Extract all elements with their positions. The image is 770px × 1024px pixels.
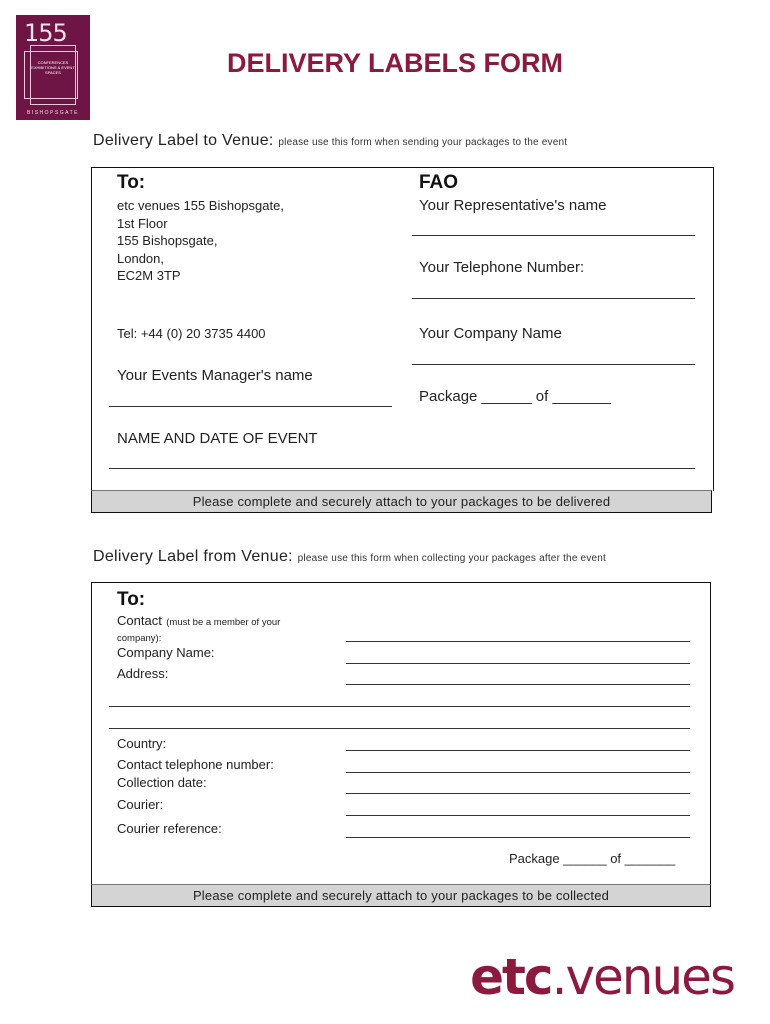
to-heading: To: — [117, 172, 146, 193]
section-to-venue-title: Delivery Label to Venue: — [93, 132, 274, 149]
label-from-venue-footer: Please complete and securely attach to your packages to be collected — [91, 884, 711, 907]
address-line: etc venues 155 Bishopsgate, — [117, 198, 284, 213]
address-line — [117, 215, 367, 233]
address-field-1[interactable] — [346, 684, 690, 685]
event-name-date-field[interactable] — [109, 468, 695, 469]
collect-package-count-label: Package ______ of _______ — [509, 851, 676, 866]
fao-heading: FAO — [419, 172, 459, 193]
collection-date-field[interactable] — [346, 793, 690, 794]
section-to-venue-note: please use this form when sending your packages to the event — [278, 137, 568, 148]
section-to-venue-heading — [93, 132, 567, 150]
telephone-field[interactable] — [412, 298, 695, 299]
country-field[interactable] — [346, 750, 690, 751]
address-line-floor: 1st Floor — [117, 215, 168, 231]
logo-place: BISHOPSGATE — [27, 110, 79, 116]
contact-field[interactable] — [346, 641, 690, 642]
company-label: Your Company Name — [419, 325, 562, 342]
contact-telephone-label: Contact telephone number: — [117, 757, 274, 772]
section-from-venue-title: Delivery Label from Venue: — [93, 548, 293, 565]
venue-telephone: Tel: +44 (0) 20 3735 4400 — [117, 326, 266, 341]
courier-reference-label: Courier reference: — [117, 821, 222, 836]
representative-label: Your Representative's name — [419, 197, 607, 214]
address-line: EC2M 3TP — [117, 268, 181, 283]
section-from-venue-note: please use this form when collecting your packages after the event — [297, 553, 607, 564]
contact-telephone-field[interactable] — [346, 772, 690, 773]
event-name-date-label: NAME AND DATE OF EVENT — [117, 430, 318, 447]
address-line: London, — [117, 250, 164, 266]
representative-field[interactable] — [412, 235, 695, 236]
events-manager-field[interactable] — [109, 406, 392, 407]
brand-part-etc: etc — [470, 948, 552, 1006]
venue-address — [117, 197, 367, 285]
contact-note: (must be a member of your company): — [117, 617, 281, 644]
courier-label: Courier: — [117, 797, 164, 812]
country-label: Country: — [117, 736, 167, 751]
contact-label-group — [117, 614, 327, 646]
courier-field[interactable] — [346, 815, 690, 816]
address-label: Address: — [117, 666, 169, 681]
company-name-field[interactable] — [346, 663, 690, 664]
events-manager-label: Your Events Manager's name — [117, 367, 313, 384]
section-from-venue-heading — [93, 548, 606, 566]
package-count-label: Package ______ of _______ — [419, 388, 611, 405]
logo-tagline: CONFERENCES EXHIBITIONS & EVENT SPACES — [31, 60, 75, 75]
etc-venues-logo — [470, 948, 734, 1006]
collection-date-label: Collection date: — [117, 775, 207, 790]
company-field[interactable] — [412, 364, 695, 365]
courier-reference-field[interactable] — [346, 837, 690, 838]
address-line: 155 Bishopsgate, — [117, 233, 218, 248]
address-field-3[interactable] — [109, 728, 690, 729]
address-field-2[interactable] — [109, 706, 690, 707]
page-title: DELIVERY LABELS FORM — [226, 48, 564, 78]
telephone-label: Your Telephone Number: — [419, 259, 585, 276]
logo-number: 155 — [24, 19, 67, 47]
to-heading-collect: To: — [117, 589, 146, 610]
brand-part-venues: .venues — [551, 948, 734, 1006]
contact-label: Contact — [117, 613, 162, 628]
company-name-label: Company Name: — [117, 645, 215, 660]
label-to-venue-footer: Please complete and securely attach to your packages to be delivered — [91, 490, 712, 513]
